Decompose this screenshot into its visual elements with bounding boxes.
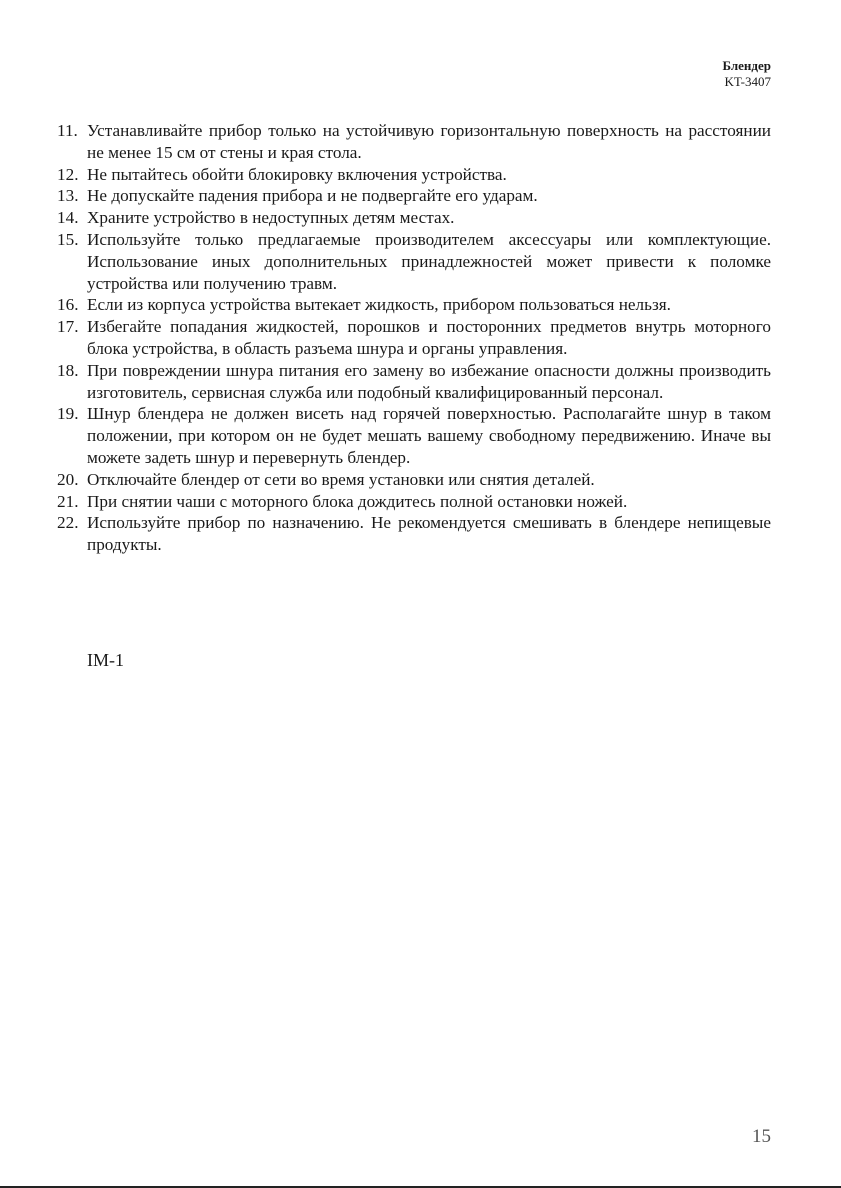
item-number: 14. (57, 208, 79, 228)
product-title: Блендер (722, 58, 771, 73)
model-number: KT-3407 (724, 74, 771, 89)
item-number: 16. (57, 295, 79, 315)
item-text: Избегайте попадания жидкостей, порошков и посторонних предметов внутрь моторного блока устройства, в область разъема шнура и органы управления. (87, 317, 771, 358)
page-number: 15 (752, 1126, 771, 1147)
item-number: 17. (57, 317, 79, 337)
item-number: 11. (57, 121, 78, 140)
item-text: Не допускайте падения прибора и не подвергайте его ударам. (87, 186, 538, 206)
list-item (57, 294, 771, 316)
list-item (57, 120, 771, 164)
item-text: Отключайте блендер от сети во время установки или снятия деталей. (87, 469, 595, 489)
item-text: Используйте прибор по назначению. Не рекомендуется смешивать в блендере непищевые продукты. (87, 513, 771, 555)
safety-instructions-list (57, 120, 771, 556)
item-text: При снятии чаши с моторного блока дождитесь полной остановки ножей. (87, 491, 628, 511)
list-item (57, 316, 771, 360)
item-text: Устанавливайте прибор только на устойчивую горизонтальную поверхность на расстоянии не менее 15 см от стены и края стола. (87, 121, 771, 162)
page-header (722, 58, 771, 90)
item-number: 15. (57, 229, 79, 249)
item-number: 20. (57, 469, 79, 489)
item-text: Если из корпуса устройства вытекает жидкость, прибором пользоваться нельзя. (87, 295, 671, 315)
list-item (57, 491, 771, 513)
item-number: 22. (57, 513, 79, 533)
manual-code: IM-1 (87, 650, 124, 670)
list-item (57, 185, 771, 207)
item-number: 12. (57, 164, 79, 184)
item-text: Используйте только предлагаемые производителем аксессуары или комплектующие. Использование иных дополнительных принадлежностей может привести к поломке устройства или получению травм. (87, 229, 771, 293)
list-item (57, 512, 771, 556)
item-text: При повреждении шнура питания его замену во избежание опасности должны производить изготовитель, сервисная служба или подобный квалифицированный персонал. (87, 360, 771, 402)
list-item (57, 207, 771, 229)
list-item (57, 403, 771, 468)
item-text: Не пытайтесь обойти блокировку включения устройства. (87, 164, 507, 184)
item-number: 19. (57, 404, 79, 424)
list-item (57, 360, 771, 404)
list-item (57, 164, 771, 186)
item-text: Шнур блендера не должен висеть над горячей поверхностью. Располагайте шнур в таком положении, при котором он не будет мешать вашему свободному передвижению. Иначе вы можете задеть шнур и перевернуть блендер. (87, 404, 771, 467)
list-item (57, 229, 771, 294)
item-number: 21. (57, 491, 79, 511)
item-number: 18. (57, 360, 79, 380)
list-item (57, 469, 771, 491)
item-number: 13. (57, 186, 79, 206)
item-text: Храните устройство в недоступных детям местах. (87, 208, 455, 228)
